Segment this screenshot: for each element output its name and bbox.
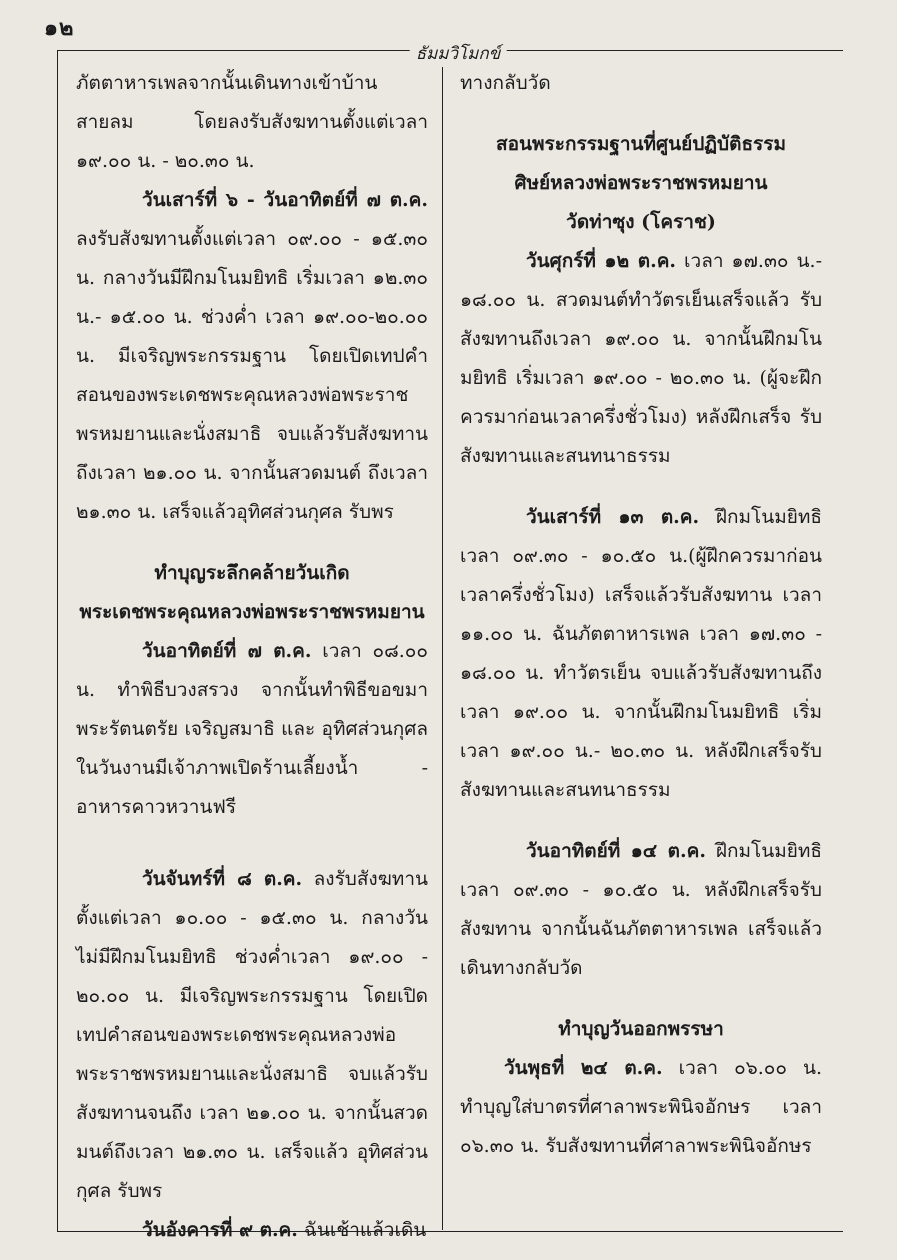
schedule-date: วันอาทิตย์ที่ ๗ ต.ค. [142, 640, 312, 662]
paragraph-continuation: ภัตตาหารเพลจากนั้นเดินทางเข้าบ้านสายลม โดยลงรับสังฆทานตั้งแต่เวลา ๑๙.๐๐ น. - ๒๐.๓๐ น. [76, 72, 428, 172]
schedule-text: ฝึกมโนมยิทธิเวลา ๐๙.๓๐ - ๑๐.๕๐ น.(ผู้ฝึกควรมาก่อนเวลาครึ่งชั่วโมง) เสร็จแล้วรับสังฆทาน เวลา ๑๑.๐๐ น. ฉันภัตตาหารเพล เวลา ๑๗.๓๐ - ๑๘.๐๐ น. ทำวัตรเย็น จบแล้วรับสังฆทานถึงเวลา ๑๙.๐๐ น. จากนั้นฝึกมโนมยิทธิ เริ่มเวลา ๑๙.๐๐ น.- ๒๐.๓๐ น. หลังฝึกเสร็จรับสังฆทานและสนทนาธรรม [460, 506, 822, 801]
left-column [76, 64, 428, 1250]
schedule-text: ฝึกมโนมยิทธิ เวลา ๐๙.๓๐ - ๑๐.๕๐ น. หลังฝึกเสร็จรับสังฆทาน จากนั้นฉันภัตตาหารเพล เสร็จแล้ว เดินทางกลับวัด [460, 840, 822, 979]
schedule-date: วันอังคารที่ ๙ ต.ค. [142, 1219, 298, 1241]
schedule-date: วันจันทร์ที่ ๘ ต.ค. [142, 868, 303, 890]
schedule-paragraph [76, 860, 428, 1211]
schedule-paragraph [76, 632, 428, 827]
schedule-paragraph [76, 181, 428, 532]
schedule-paragraph [460, 832, 822, 988]
right-column [460, 64, 822, 1166]
schedule-date: วันเสาร์ที่ ๖ - วันอาทิตย์ที่ ๗ ต.ค. [142, 189, 428, 211]
schedule-text: เวลา ๑๗.๓๐ น.- ๑๘.๐๐ น. สวดมนต์ทำวัตรเย็นเสร็จแล้ว รับสังฆทานถึงเวลา ๑๙.๐๐ น. จากนั้นฝึกมโนมยิทธิ เริ่มเวลา ๑๙.๐๐ - ๒๐.๓๐ น. (ผู้จะฝึกควรมาก่อนเวลาครึ่งชั่วโมง) หลังฝึกเสร็จ รับสังฆทานและสนทนาธรรม [460, 250, 823, 467]
schedule-text: เวลา ๐๖.๐๐ น. ทำบุญใส่บาตรที่ศาลาพระพินิจอักษร เวลา ๐๖.๓๐ น. รับสังฆทานที่ศาลาพระพินิจอักษร [460, 1057, 822, 1157]
section-heading: สอนพระกรรมฐานที่ศูนย์ปฏิบัติธรรม [496, 133, 786, 155]
column-divider [442, 50, 443, 1230]
schedule-date: วันอาทิตย์ที่ ๑๔ ต.ค. [526, 840, 706, 862]
running-header-title: ธัมมวิโมกข์ [410, 40, 507, 67]
schedule-text: ลงรับสังฆทานตั้งแต่เวลา ๐๙.๐๐ - ๑๕.๓๐ น. กลางวันมีฝึกมโนมยิทธิ เริ่มเวลา ๑๒.๓๐ น.- ๑๕.๐๐ น. ช่วงค่ำ เวลา ๑๙.๐๐-๒๐.๐๐ น. มีเจริญพระกรรมฐาน โดยเปิดเทปคำสอนของพระเดชพระคุณหลวงพ่อพระราชพรหมยานและนั่งสมาธิ จบแล้วรับสังฆทาน ถึงเวลา ๒๑.๐๐ น. จากนั้นสวดมนต์ ถึงเวลา ๒๑.๓๐ น. เสร็จแล้วอุทิศส่วนกุศล รับพร [76, 228, 428, 523]
schedule-paragraph [460, 1049, 822, 1166]
page-number: ๑๒ [44, 15, 75, 41]
schedule-paragraph [460, 242, 822, 476]
section-heading: ศิษย์หลวงพ่อพระราชพรหมยาน [514, 172, 768, 194]
paragraph-continuation: ทางกลับวัด [460, 72, 551, 94]
schedule-date: วันเสาร์ที่ ๑๓ ต.ค. [526, 506, 700, 528]
schedule-text: ลงรับสังฆทานตั้งแต่เวลา ๑๐.๐๐ - ๑๕.๓๐ น. กลางวันไม่มีฝึกมโนมยิทธิ ช่วงค่ำเวลา ๑๙.๐๐ - ๒๐.๐๐ น. มีเจริญพระกรรมฐาน โดยเปิดเทปคำสอนของพระเดชพระคุณหลวงพ่อพระราชพรหมยานและนั่งสมาธิ จบแล้วรับสังฆทานจนถึง เวลา ๒๑.๐๐ น. จากนั้นสวดมนต์ถึงเวลา ๒๑.๓๐ น. เสร็จแล้ว อุทิศส่วนกุศล รับพร [76, 868, 428, 1202]
section-heading: วัดท่าซุง (โคราช) [566, 211, 716, 233]
schedule-text: ฉันเช้าแล้วเดิน [297, 1219, 427, 1241]
section-heading: ทำบุญวันออกพรรษา [558, 1018, 724, 1040]
schedule-date: วันพุธที่ ๒๔ ต.ค. [504, 1057, 663, 1079]
schedule-text: เวลา ๐๘.๐๐ น. ทำพิธีบวงสรวง จากนั้นทำพิธีขอขมาพระรัตนตรัย เจริญสมาธิ และ อุทิศส่วนกุศล ในวันงานมีเจ้าภาพเปิดร้านเลี้ยงน้ำ - อาหารคาวหวานฟรี [76, 640, 428, 818]
schedule-paragraph [460, 498, 822, 810]
schedule-paragraph [76, 1211, 428, 1250]
section-heading: พระเดชพระคุณหลวงพ่อพระราชพรหมยาน [79, 601, 425, 623]
schedule-date: วันศุกร์ที่ ๑๒ ต.ค. [526, 250, 677, 272]
section-heading: ทำบุญระลึกคล้ายวันเกิด [154, 562, 350, 584]
